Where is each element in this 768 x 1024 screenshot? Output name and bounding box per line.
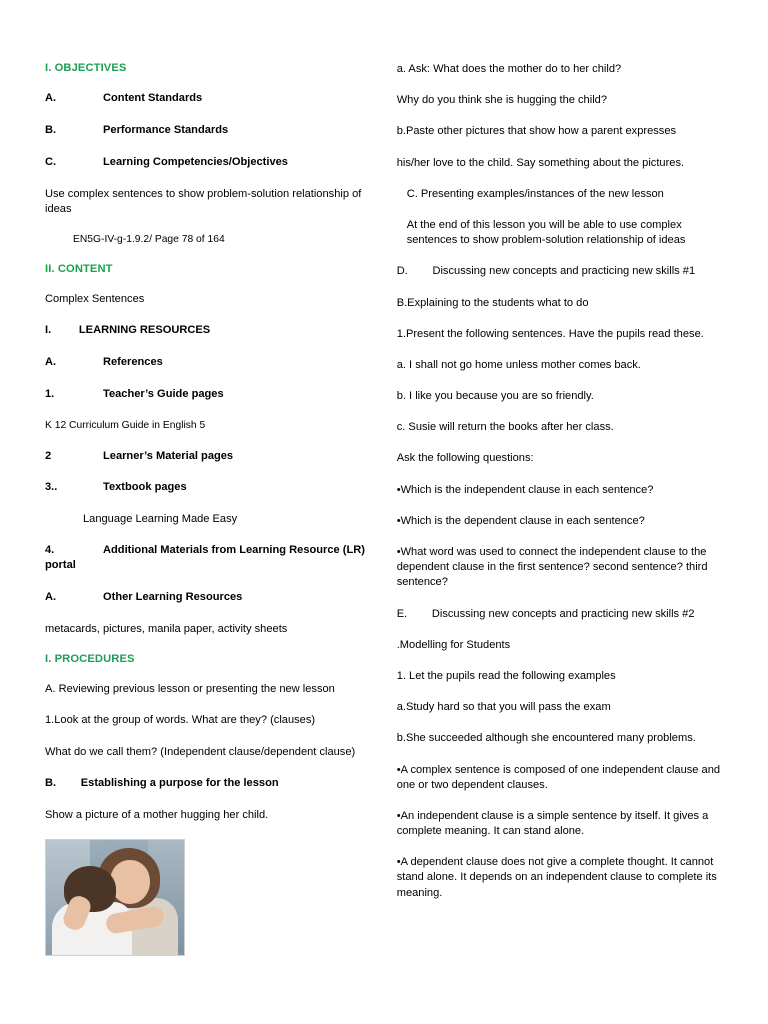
resource-item-tg xyxy=(45,387,367,402)
item-e-modelling: .Modelling for Students xyxy=(396,638,511,651)
item-e-example-b: b.She succeeded although she encountered many problems. xyxy=(396,732,696,745)
question-bullet-2: •Which is the dependent clause in each sentence? xyxy=(396,514,645,527)
paste-instruction-line-2: his/her love to the child. Say something about the pictures. xyxy=(396,156,685,169)
resource-item-additional xyxy=(45,543,367,573)
resource-item-other-label: Other Learning Resources xyxy=(103,591,243,604)
objective-item-c-label: Learning Competencies/Objectives xyxy=(103,155,288,168)
resource-item-tg-letter: 1. xyxy=(45,387,55,400)
item-c-text: At the end of this lesson you will be able to use complex sentences to show problem-solution relationship of ideas xyxy=(406,218,686,247)
example-sentence-b: b. I like you because you are so friendly. xyxy=(396,390,594,403)
two-column-layout xyxy=(45,62,728,956)
learning-resources-heading: I. LEARNING RESOURCES xyxy=(45,324,211,337)
resource-item-textbook-letter: 3.. xyxy=(45,481,58,494)
objective-item-c-letter: C. xyxy=(45,155,57,168)
objective-item-c xyxy=(45,155,367,170)
question-why: Why do you think she is hugging the child? xyxy=(396,94,607,107)
item-e-heading: E. Discussing new concepts and practicing new skills #2 xyxy=(396,607,695,620)
resource-item-tg-label: Teacher’s Guide pages xyxy=(103,387,224,400)
resource-item-references xyxy=(45,355,367,370)
resource-item-additional-letter: 4. xyxy=(45,544,55,557)
example-sentence-c: c. Susie will return the books after her class. xyxy=(396,421,614,434)
item-e-example-a: a.Study hard so that you will pass the exam xyxy=(396,701,611,714)
item-d-heading: D. Discussing new concepts and practicing new skills #1 xyxy=(396,265,696,278)
mother-hugging-child-photo xyxy=(45,839,185,956)
ask-questions-label: Ask the following questions: xyxy=(396,452,534,465)
resource-item-references-letter: A. xyxy=(45,355,57,368)
procedure-a: A. Reviewing previous lesson or presenting the new lesson xyxy=(45,683,335,696)
resource-item-references-label: References xyxy=(103,355,163,368)
resource-item-additional-label: Additional Materials from Learning Resource (LR) portal xyxy=(45,544,365,572)
objective-item-b xyxy=(45,123,367,138)
note-complex-sentence: •A complex sentence is composed of one independent clause and one or two dependent clauses. xyxy=(396,763,721,791)
procedure-b: B. Establishing a purpose for the lesson xyxy=(45,776,279,789)
objective-item-a-letter: A. xyxy=(45,92,57,104)
objective-item-b-label: Performance Standards xyxy=(103,123,229,136)
question-ask: a. Ask: What does the mother do to her child? xyxy=(396,63,622,75)
item-d-present-sentences: 1.Present the following sentences. Have the pupils read these. xyxy=(396,327,704,340)
objectives-heading: I. OBJECTIVES xyxy=(45,62,127,74)
resource-item-other xyxy=(45,590,367,605)
objective-item-a-label: Content Standards xyxy=(103,92,203,104)
question-bullet-1: •Which is the independent clause in each sentence? xyxy=(396,483,654,496)
code-reference: EN5G-IV-g-1.9.2/ Page 78 of 164 xyxy=(73,233,225,245)
item-c-heading: C. Presenting examples/instances of the new lesson xyxy=(406,187,664,200)
left-column xyxy=(45,62,367,956)
note-dependent-clause: •A dependent clause does not give a complete thought. It cannot stand alone. It depends on an independent clause to complete its meaning. xyxy=(396,856,717,899)
resource-item-lm xyxy=(45,449,367,464)
procedure-a-question-1: 1.Look at the group of words. What are they? (clauses) xyxy=(45,714,316,727)
competency-text: Use complex sentences to show problem-solution relationship of ideas xyxy=(45,187,362,215)
resource-item-lm-letter: 2 xyxy=(45,449,52,462)
textbook-note: Language Learning Made Easy xyxy=(83,513,238,526)
objective-item-b-letter: B. xyxy=(45,123,57,136)
procedure-b-text: Show a picture of a mother hugging her child. xyxy=(45,808,269,821)
question-bullet-3: •What word was used to connect the independent clause to the dependent clause in the first sentence? second sentence? third sentence? xyxy=(396,546,708,589)
resource-item-textbook xyxy=(45,480,367,495)
example-sentence-a: a. I shall not go home unless mother comes back. xyxy=(396,358,641,371)
procedures-heading: I. PROCEDURES xyxy=(45,653,135,666)
right-column xyxy=(397,62,728,917)
content-topic: Complex Sentences xyxy=(45,292,145,305)
item-e-read-examples: 1. Let the pupils read the following examples xyxy=(396,669,616,682)
materials-list: metacards, pictures, manila paper, activity sheets xyxy=(45,622,288,635)
objective-item-a xyxy=(45,91,367,106)
item-d-explaining: B.Explaining to the students what to do xyxy=(396,296,589,309)
resource-item-lm-label: Learner’s Material pages xyxy=(103,449,234,462)
resource-item-other-letter: A. xyxy=(45,591,57,604)
resource-item-textbook-label: Textbook pages xyxy=(103,481,187,494)
procedure-a-question-2: What do we call them? (Independent clause/dependent clause) xyxy=(45,745,356,758)
photo-mother-face xyxy=(110,860,150,904)
content-heading: II. CONTENT xyxy=(45,262,113,275)
teachers-guide-note: K 12 Curriculum Guide in English 5 xyxy=(45,419,206,431)
paste-instruction-line-1: b.Paste other pictures that show how a parent expresses xyxy=(396,125,677,138)
note-independent-clause: •An independent clause is a simple sentence by itself. It gives a complete meaning. It can stand alone. xyxy=(396,809,709,838)
